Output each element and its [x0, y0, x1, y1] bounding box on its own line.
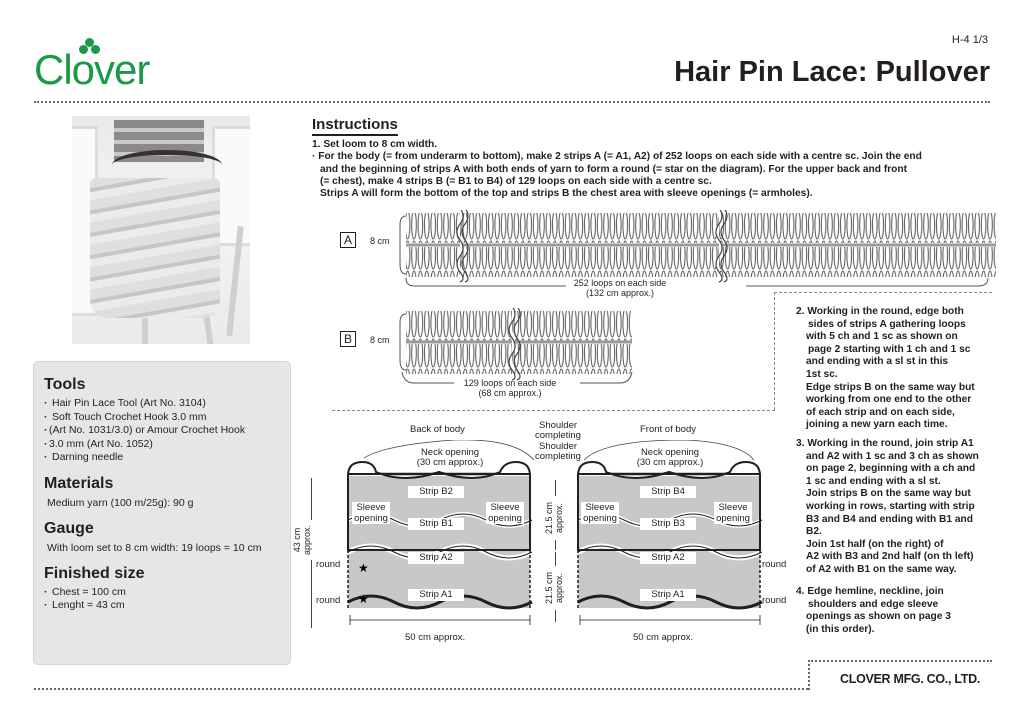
- height-total-label: 43 cm approx.: [292, 520, 312, 560]
- width-label: 50 cm approx.: [630, 633, 696, 643]
- step2-divider-top: [774, 292, 992, 293]
- shoulder-label: Shoulder completing: [535, 420, 581, 441]
- sleeve-opening-label: Sleeve opening: [581, 502, 619, 524]
- height-lower-label: 21.5 cm approx.: [544, 566, 564, 610]
- list-item: · Darning needle: [44, 451, 280, 465]
- materials-heading: Materials: [44, 474, 114, 492]
- list-item: · Lenght = 43 cm: [44, 599, 280, 613]
- step-4: 4. Edge hemline, neckline, join shoulders and edge sleeve openings as shown on page 3 (in this order).: [796, 586, 951, 635]
- list-item: · 3.0 mm (Art No. 1052): [44, 438, 280, 452]
- strip-a-width: 8 cm: [370, 236, 390, 246]
- page-code: H-4 1/3: [951, 34, 988, 46]
- page-title: Hair Pin Lace: Pullover: [674, 56, 990, 88]
- clover-logo: [34, 38, 174, 93]
- strip-a-count: 252 loops on each side (132 cm approx.): [573, 278, 667, 298]
- instructions-heading: Instructions: [312, 116, 398, 136]
- strip-b-diagram: [398, 308, 638, 388]
- hanger-icon: [112, 150, 222, 180]
- strip-label: Strip A2: [408, 552, 464, 564]
- step-1-text: · For the body (= from underarm to bottom), make 2 strips A (= A1, A2) of 252 loops on each side with a centre sc. Join the end: [312, 151, 922, 163]
- footer-divider: [808, 660, 992, 662]
- footer-divider: [34, 688, 808, 690]
- height-upper-label: 21.5 cm approx.: [544, 496, 564, 540]
- list-item: · (Art No. 1031/3.0) or Amour Crochet Hook: [44, 424, 280, 438]
- list-item: · Hair Pin Lace Tool (Art No. 3104): [44, 397, 280, 411]
- pullover-photo: [72, 116, 250, 344]
- strip-b-label: B: [340, 331, 356, 347]
- back-body-diagram: [344, 440, 544, 630]
- brand-name: Clover: [34, 46, 150, 93]
- step-1-title: 1. Set loom to 8 cm width.: [312, 139, 438, 150]
- section-divider: [332, 410, 775, 411]
- list-item: · Soft Touch Crochet Hook 3.0 mm: [44, 411, 280, 425]
- sleeve-opening-label: Sleeve opening: [352, 502, 390, 524]
- step-1-text: Strips A will form the bottom of the top and strips B the chest area with sleeve openings (= armholes).: [320, 188, 813, 200]
- gauge-heading: Gauge: [44, 519, 94, 537]
- step-2: 2. Working in the round, edge both sides of strips A gathering loops with 5 ch and 1 sc as shown on page 2 starting with 1 ch and 1 sc and ending with a sl st in this 1st sc. Edge strips B on the same way but working from one end to the other of each strip and on each side, joining a new yarn each time.: [796, 306, 975, 431]
- strip-label: Strip A1: [640, 589, 696, 601]
- sleeve-opening-label: Sleeve opening: [714, 502, 752, 524]
- star-icon: ★: [358, 561, 369, 575]
- strip-label: Strip B3: [640, 518, 696, 530]
- instructions-section: [312, 116, 1002, 200]
- sleeve-opening-label: Sleeve opening: [486, 502, 524, 524]
- neck-opening-label: Neck opening (30 cm approx.): [636, 447, 704, 468]
- gauge-text: With loom set to 8 cm width: 19 loops = 10 cm: [47, 541, 262, 554]
- tools-list: [44, 397, 280, 465]
- front-body-diagram: [574, 440, 774, 630]
- width-label: 50 cm approx.: [402, 633, 468, 643]
- round-label: round: [762, 595, 787, 606]
- strip-label: Strip B2: [408, 486, 464, 498]
- round-label: round: [316, 595, 341, 606]
- strip-label: Strip A2: [640, 552, 696, 564]
- company-name: CLOVER MFG. CO., LTD.: [840, 672, 980, 686]
- step-1-text: and the beginning of strips A with both ends of yarn to form a round (= star on the diagram). For the upper back and front: [320, 163, 908, 175]
- materials-panel: [34, 362, 290, 664]
- strip-label: Strip A1: [408, 589, 464, 601]
- round-label: round: [762, 559, 787, 570]
- finished-size-list: [44, 586, 280, 613]
- back-of-body-label: Back of body: [410, 424, 465, 435]
- step-1-text: (= chest), make 4 strips B (= B1 to B4) of 129 loops on each side with a centre sc.: [320, 175, 712, 187]
- front-of-body-label: Front of body: [640, 424, 696, 435]
- round-label: round: [316, 559, 341, 570]
- strip-a-label: A: [340, 232, 356, 248]
- strip-label: Strip B4: [640, 486, 696, 498]
- tools-heading: Tools: [44, 376, 86, 393]
- strip-b-count: 129 loops on each side (68 cm approx.): [463, 378, 557, 398]
- strip-b-width: 8 cm: [370, 335, 390, 345]
- footer-divider-vertical: [808, 660, 810, 690]
- neck-opening-label: Neck opening (30 cm approx.): [416, 447, 484, 468]
- step2-divider-left: [774, 292, 775, 410]
- list-item: · Chest = 100 cm: [44, 586, 280, 600]
- strip-label: Strip B1: [408, 518, 464, 530]
- materials-text: Medium yarn (100 m/25g): 90 g: [47, 496, 194, 509]
- finished-size-heading: Finished size: [44, 564, 145, 582]
- star-icon: ★: [358, 592, 369, 606]
- shoulder-label: Shoulder completing: [535, 441, 581, 462]
- header-divider: [34, 101, 990, 103]
- step-3: 3. Working in the round, join strip A1 and A2 with 1 sc and 3 ch as shown on page 2, beginning with a ch and 1 sc and ending with a sl st. Join strips B on the same way but working in rows, starting with strip B3 and B4 and ending with B1 and B2. Join 1st half (on the right) of A2 with B3 and 2nd half (on th left) of A2 with B1 on the same way.: [796, 438, 979, 575]
- strip-a-diagram: [398, 210, 998, 300]
